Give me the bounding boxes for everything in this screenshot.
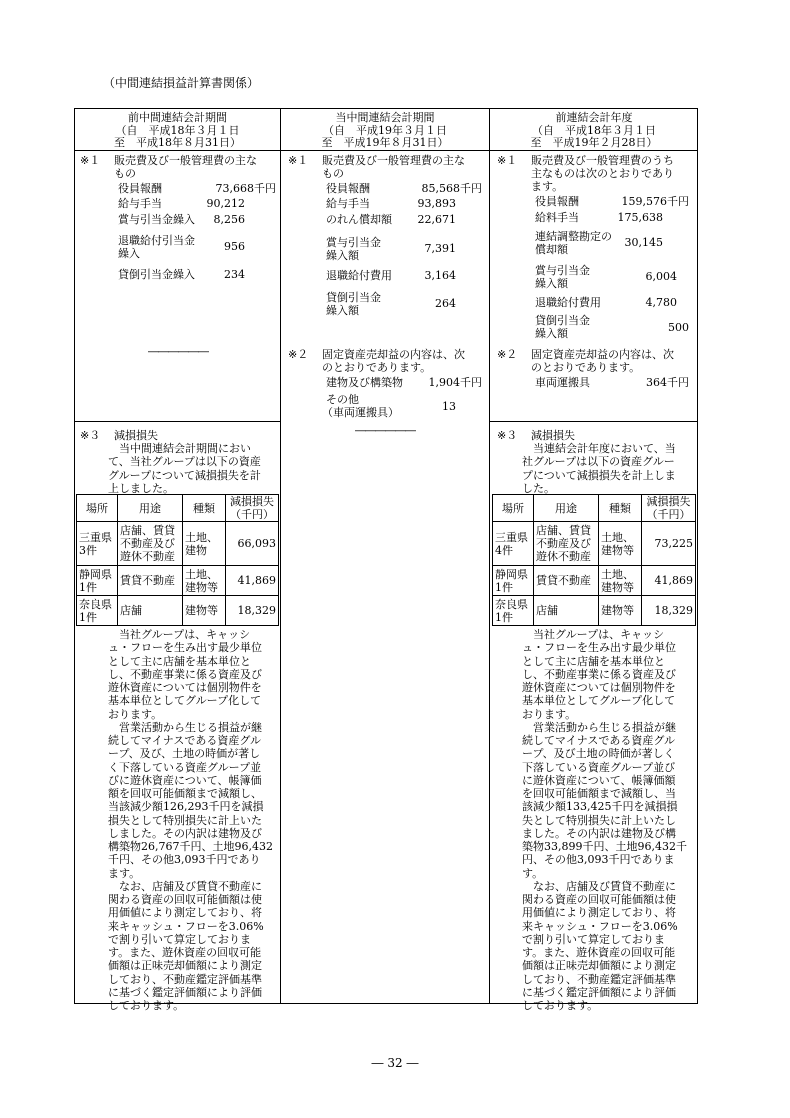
expense-value: 159,576千円 <box>621 195 689 208</box>
cell-place: 奈良県 1件 <box>77 596 118 626</box>
cell-place: 静岡県 1件 <box>77 566 118 596</box>
note2-col1-dash: ―――――― <box>148 345 208 358</box>
gain-value: 1,904千円 <box>428 376 482 389</box>
header-kind: 種類 <box>599 495 642 522</box>
cell-amount: 41,869 <box>642 566 696 596</box>
expense-label: 給料手当 <box>535 211 579 224</box>
header-use: 用途 <box>534 495 599 522</box>
note2-mark-col3: ※２ <box>497 348 518 361</box>
section-title: （中間連結損益計算書関係） <box>103 76 260 90</box>
table-row <box>77 566 279 596</box>
expense-value: 4,780 <box>645 296 677 309</box>
gain-label: 車両運搬具 <box>535 376 590 389</box>
gain-value: 13 <box>442 400 456 413</box>
expense-value: 22,671 <box>417 213 456 226</box>
note3-title-col1: 減損損失 <box>114 429 158 442</box>
expense-value: 500 <box>668 321 689 334</box>
expense-value: 93,893 <box>417 197 456 210</box>
impairment-table-col3 <box>492 494 696 626</box>
cell-amount: 18,329 <box>226 596 279 626</box>
expense-label-line2: 繰入 <box>118 247 140 260</box>
expense-label: 退職給付費用 <box>535 296 601 309</box>
note1-heading-col2: 販売費及び一般管理費の主な <box>322 154 465 167</box>
table-row <box>493 566 696 596</box>
header-amount: 減損損失 （千円） <box>642 495 696 522</box>
cell-amount: 73,225 <box>642 522 696 566</box>
cell-kind: 土地、 建物等 <box>599 522 642 566</box>
header-place: 場所 <box>493 495 534 522</box>
row-divider-col3 <box>489 421 698 422</box>
cell-amount: 41,869 <box>226 566 279 596</box>
impairment-intro-col1: 当中間連結会計期間におい て、当社グループは以下の資産 グループについて減損損失を計 上しました。 <box>108 442 261 495</box>
impairment-intro-col3: 当連結会計年度において、当 社グループは以下の資産グルー プについて減損損失を計上しま した。 <box>522 442 676 495</box>
cell-place: 静岡県 1件 <box>493 566 534 596</box>
cell-use: 店舗 <box>118 596 183 626</box>
expense-label-line2: 繰入額 <box>535 277 568 290</box>
column-header-prev-year: 前連結会計年度 （自 平成18年３月１日 至 平成19年２月28日） <box>530 111 658 149</box>
expense-value: 234 <box>224 268 245 281</box>
expense-label: 貸倒引当金 <box>326 291 381 304</box>
expense-value: 3,164 <box>424 269 456 282</box>
impairment-table-header <box>493 495 696 522</box>
cell-kind: 建物等 <box>183 596 226 626</box>
note1-heading-col1: 販売費及び一般管理費の主な <box>114 154 257 167</box>
expense-label: のれん償却額 <box>326 213 392 226</box>
expense-label: 賞与引当金 <box>326 236 381 249</box>
impairment-table-header <box>77 495 279 522</box>
note2-heading-col3-line2: のとおりであります。 <box>531 361 641 374</box>
cell-use: 店舗 <box>534 596 599 626</box>
impairment-body-col3: 当社グループは、キャッシ ュ・フローを生み出す最少単位 として主に店舗を基本単位と し、不動産事業に係る資産及び 遊休資産については個別物件を 基本単位としてグループ化して おります。 営業活動から生じる損益が継 続してマイナスである資産グル ープ、及び土地の時価が著しく 下落している資産グループ並び に遊休資産について、帳簿価額 を回収可能価額まで減額し、当 該減少額133,425千円を減損損 失として特別損失に計上いたし ました。その内訳は建物及び構 築物33,899千円、土地96,432千 円、その他3,093千円でありま す。 なお、店舗及び賃貸不動産に 関わる資産の回収可能価額は使 用価値により測定しており、将 来キャッシュ・フローを3.06% で割り引いて算定しておりま す。また、遊休資産の回収可能 価額は正味売却価額により測定 しており、不動産鑑定評価基準 に基づく鑑定評価額により評価 しております。 <box>522 628 687 1012</box>
expense-label: 退職給付費用 <box>326 269 392 282</box>
table-row <box>77 596 279 626</box>
expense-label: 給与手当 <box>326 197 370 210</box>
header-place: 場所 <box>77 495 118 522</box>
expense-label-line2: 繰入額 <box>326 249 359 262</box>
gain-value: 364千円 <box>646 376 689 389</box>
cell-use: 店舗、賃貸 不動産及び 遊休不動産 <box>118 522 183 566</box>
expense-value: 30,145 <box>624 236 663 249</box>
note3-col2-dash: ―――――― <box>355 424 415 437</box>
expense-label-line2: 繰入額 <box>535 327 568 340</box>
column-divider-1 <box>280 108 281 1004</box>
expense-label-line2: 償却額 <box>535 243 568 256</box>
note1-heading-col2-line2: もの <box>322 167 344 180</box>
note2-mark-col2: ※２ <box>288 348 309 361</box>
note1-mark-col3: ※１ <box>497 154 518 167</box>
table-row <box>493 522 696 566</box>
row-divider-col1 <box>74 421 280 422</box>
note1-mark-col1: ※１ <box>80 154 101 167</box>
cell-kind: 土地、 建物等 <box>183 566 226 596</box>
expense-value: 956 <box>224 240 245 253</box>
note1-heading-col1-line2: もの <box>114 167 136 180</box>
cell-kind: 土地、 建物 <box>183 522 226 566</box>
note1-heading-col3: 販売費及び一般管理費のうち <box>531 154 674 167</box>
expense-value: 6,004 <box>645 270 677 283</box>
note2-heading-col2: 固定資産売却益の内容は、次 <box>322 348 465 361</box>
expense-label: 役員報酬 <box>535 195 579 208</box>
expense-label: 貸倒引当金 <box>535 314 590 327</box>
gain-label: 建物及び構築物 <box>326 376 403 389</box>
note2-heading-col3: 固定資産売却益の内容は、次 <box>531 348 674 361</box>
cell-kind: 土地、 建物等 <box>599 566 642 596</box>
expense-value: 264 <box>435 297 456 310</box>
cell-use: 店舗、賃貸 不動産及び 遊休不動産 <box>534 522 599 566</box>
note3-title-col3: 減損損失 <box>531 429 575 442</box>
impairment-body-col1: 当社グループは、キャッシ ュ・フローを生み出す最少単位 として主に店舗を基本単位と し、不動産事業に係る資産及び 遊休資産については個別物件を 基本単位としてグループ化して おります。 営業活動から生じる損益が継 続してマイナスである資産グル ープ、及び、土地の時価が著し く下落している資産グループ並 びに遊休資産について、帳簿価 額を回収可能価額まで減額し、 当該減少額126,293千円を減損 損失として特別損失に計上いた しました。その内訳は建物及び 構築物26,767千円、土地96,432 千円、その他3,093千円であり ます。 なお、店舗及び賃貸不動産に 関わる資産の回収可能価額は使 用価値により測定しており、将 来キャッシュ・フローを3.06% で割り引いて算定しておりま す。また、遊休資産の回収可能 価額は正味売却価額により測定 しており、不動産鑑定評価基準 に基づく鑑定評価額により評価 しております。 <box>108 628 273 1012</box>
cell-use: 賃貸不動産 <box>534 566 599 596</box>
column-header-prev-interim: 前中間連結会計期間 （自 平成18年３月１日 至 平成18年８月31日） <box>114 111 241 149</box>
expense-label-line2: 繰入額 <box>326 304 359 317</box>
expense-value: 175,638 <box>617 211 663 224</box>
note1-heading-col3-line2: 主なものは次のとおりであり <box>531 167 674 180</box>
expense-label: 賞与引当金 <box>535 264 590 277</box>
header-use: 用途 <box>118 495 183 522</box>
column-divider-2 <box>489 108 490 1004</box>
gain-label: その他 <box>326 393 359 406</box>
note3-mark-col1: ※３ <box>80 429 101 442</box>
cell-place: 三重県 3件 <box>77 522 118 566</box>
cell-amount: 18,329 <box>642 596 696 626</box>
expense-label: 役員報酬 <box>326 182 370 195</box>
cell-kind: 建物等 <box>599 596 642 626</box>
cell-place: 奈良県 1件 <box>493 596 534 626</box>
expense-label: 役員報酬 <box>118 182 162 195</box>
expense-label: 連結調整勘定の <box>535 230 612 243</box>
cell-amount: 66,093 <box>226 522 279 566</box>
expense-value: 73,668千円 <box>215 182 276 195</box>
cell-place: 三重県 4件 <box>493 522 534 566</box>
expense-value: 90,212 <box>206 197 245 210</box>
table-row <box>493 596 696 626</box>
note2-heading-col2-line2: のとおりであります。 <box>322 361 432 374</box>
gain-label-line2: （車両運搬具） <box>322 406 399 419</box>
expense-label: 貸倒引当金繰入 <box>118 268 195 281</box>
cell-use: 賃貸不動産 <box>118 566 183 596</box>
page-number: ― 32 ― <box>371 1056 419 1070</box>
header-kind: 種類 <box>183 495 226 522</box>
table-row <box>77 522 279 566</box>
header-divider <box>74 150 698 151</box>
expense-label: 賞与引当金繰入 <box>118 213 195 226</box>
expense-value: 8,256 <box>213 213 245 226</box>
column-header-current-interim: 当中間連結会計期間 （自 平成19年３月１日 至 平成19年８月31日） <box>321 111 449 149</box>
expense-label: 給与手当 <box>118 197 162 210</box>
note1-heading-col3-line3: ます。 <box>531 180 564 193</box>
expense-label: 退職給付引当金 <box>118 234 195 247</box>
impairment-table-col1 <box>76 494 279 626</box>
note3-mark-col3: ※３ <box>497 429 518 442</box>
expense-value: 7,391 <box>424 242 456 255</box>
expense-value: 85,568千円 <box>421 182 482 195</box>
note1-mark-col2: ※１ <box>288 154 309 167</box>
header-amount: 減損損失 （千円） <box>226 495 279 522</box>
